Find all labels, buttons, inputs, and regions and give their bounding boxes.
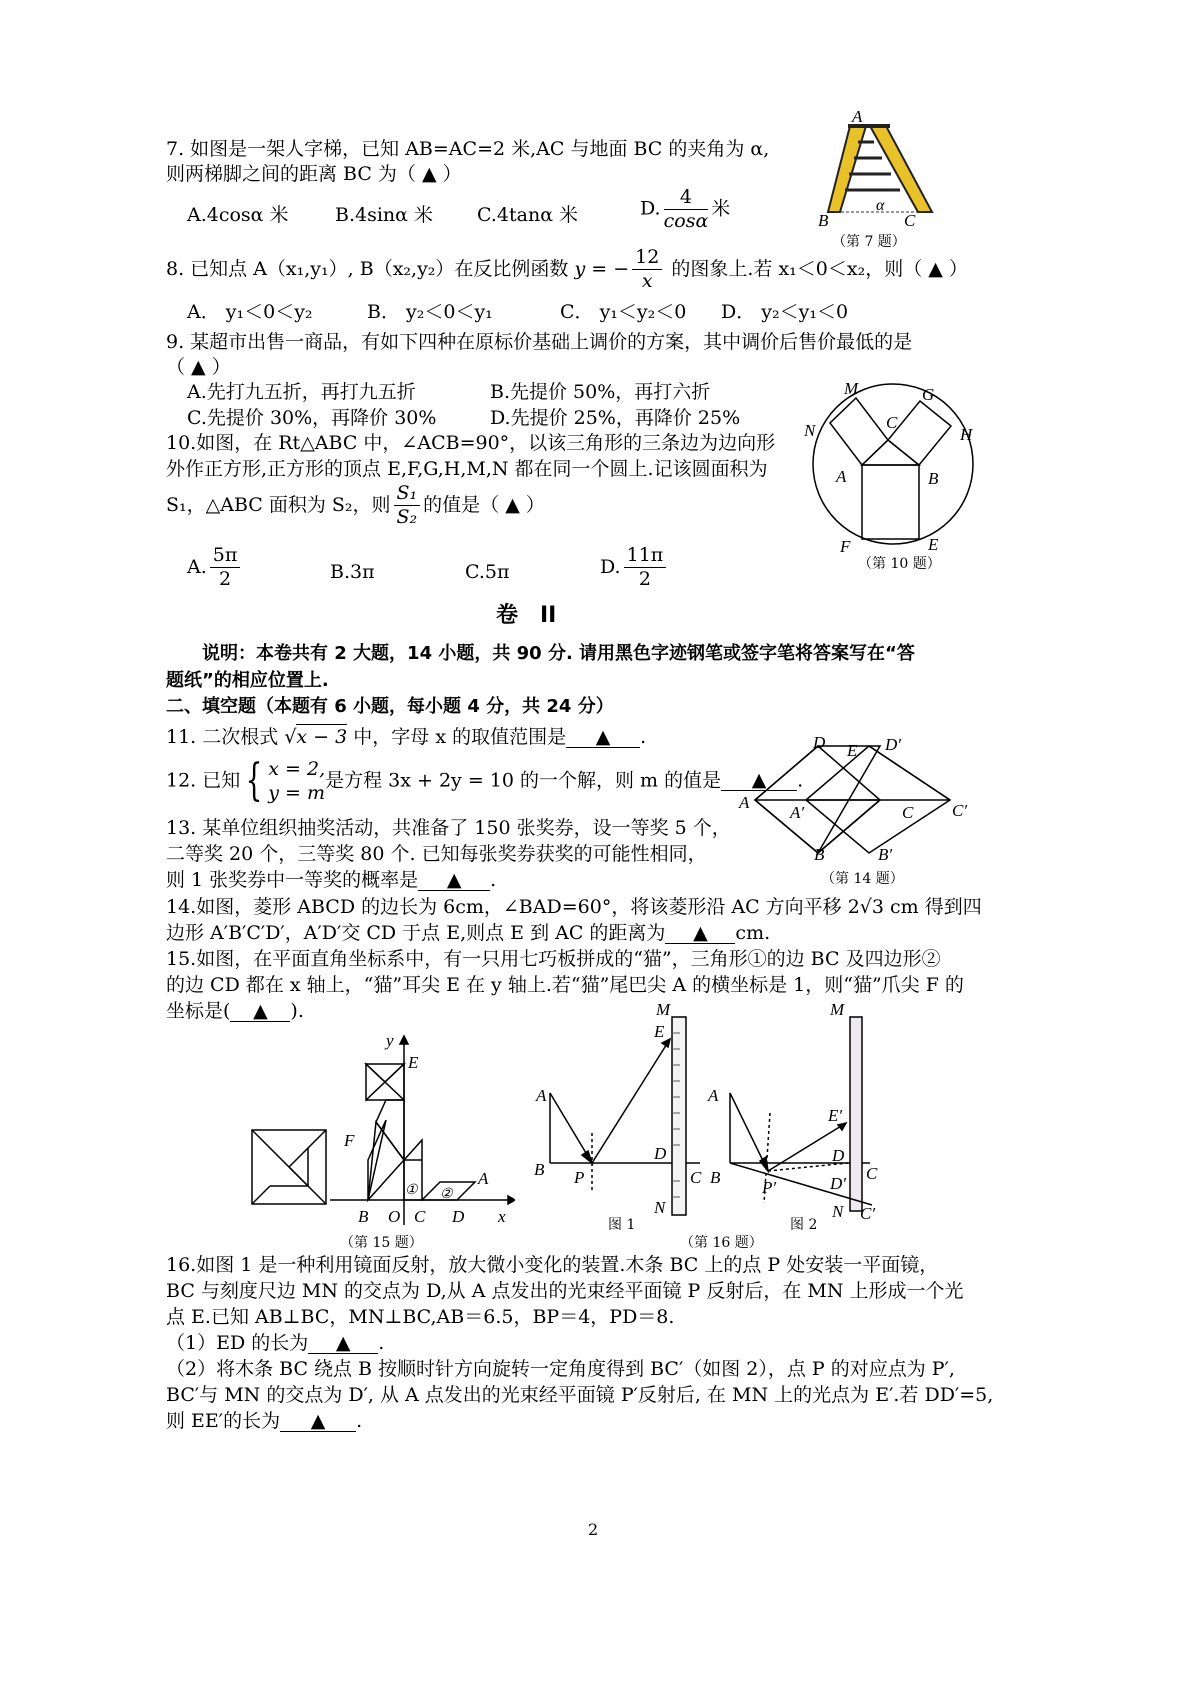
q8-den: x bbox=[641, 270, 653, 292]
q16-sub1 bbox=[166, 1334, 384, 1354]
q14-caption: （第 14 题） bbox=[821, 871, 904, 887]
q15-label-o: O bbox=[388, 1207, 401, 1226]
q16f2-label-pp: P′ bbox=[762, 1178, 777, 1197]
q15-label-a: A bbox=[478, 1169, 489, 1188]
q14-label-e: E bbox=[847, 741, 858, 760]
q14-line1: 14.如图，菱形 ABCD 的边长为 6cm，∠BAD=60°，将该菱形沿 AC 方向平移 2√3 cm 得到四 bbox=[166, 896, 982, 918]
q10-caption: （第 10 题） bbox=[858, 556, 941, 572]
q11-radicand: x − 3 bbox=[296, 726, 348, 748]
q10-option-c: C.5π bbox=[465, 561, 510, 583]
q7-label-b: B bbox=[818, 211, 829, 226]
q15-label-y: y bbox=[386, 1031, 394, 1050]
q15-line2: 的边 CD 都在 x 轴上，“猫”耳尖 E 在 y 轴上.若“猫”尾巴尖 A 的横坐标是 1，则“猫”爪尖 F 的 bbox=[166, 974, 964, 996]
q16f2-label-cp: C′ bbox=[860, 1204, 876, 1223]
q11-answer-blank[interactable]: ▲ bbox=[566, 728, 640, 748]
q16f1-label-m: M bbox=[656, 1003, 671, 1019]
q16f2-label-ep: E′ bbox=[828, 1106, 843, 1125]
q10-label-f: F bbox=[840, 537, 851, 556]
q10-circle-figure bbox=[800, 378, 990, 558]
q10-label-c: C bbox=[886, 413, 898, 432]
q12-answer-blank[interactable]: ▲ bbox=[721, 771, 797, 791]
q7-option-c: C.4tanα 米 bbox=[477, 204, 579, 226]
q8-option-b: B． y₂＜0＜y₁ bbox=[367, 301, 493, 323]
q10-line3 bbox=[166, 484, 545, 527]
q7-option-a: A.4cosα 米 bbox=[187, 204, 289, 226]
q14-line2-text: 边形 A′B′C′D′，A′D′交 CD 于点 E,则点 E 到 AC 的距离为 bbox=[166, 922, 666, 944]
q16-fig1-label: 图 1 bbox=[608, 1217, 636, 1233]
q7-d-unit: 米 bbox=[711, 197, 731, 220]
q15-label-f: F bbox=[344, 1131, 355, 1150]
q16f1-label-a: A bbox=[536, 1086, 547, 1105]
q16-sub2-blank[interactable]: ▲ bbox=[280, 1412, 356, 1432]
part2-title: 卷 II bbox=[496, 603, 557, 628]
q13-line1: 13. 某单位组织抽奖活动，共准备了 150 张奖券，设一等奖 5 个， bbox=[166, 817, 731, 839]
q10-d-num: 11π bbox=[624, 546, 667, 568]
q16-sub1-end: . bbox=[378, 1332, 385, 1354]
q13-line3-text: 则 1 张奖券中一等奖的概率是 bbox=[166, 869, 419, 891]
q8-stem bbox=[166, 248, 968, 291]
q11: 11. 二次根式 √x − 3 中，字母 x 的取值范围是 ▲ . bbox=[166, 726, 647, 748]
q14-label-c: C bbox=[902, 803, 914, 822]
part2-note-line2: 题纸”的相应位置上. bbox=[166, 670, 329, 691]
q16f1-label-p: P bbox=[574, 1168, 585, 1187]
q7-label-a: A bbox=[852, 107, 863, 126]
q12-eq1: x = 2, bbox=[268, 758, 326, 780]
q10-a-num: 5π bbox=[210, 546, 241, 568]
q8-y: y = − bbox=[574, 258, 630, 280]
q16-figure-2 bbox=[700, 1003, 885, 1223]
q15-answer-blank[interactable]: ▲ bbox=[230, 1002, 290, 1022]
q15-label-circle2: ② bbox=[440, 1187, 453, 1202]
q15-close: ). bbox=[290, 1000, 304, 1022]
q10-label-b: B bbox=[928, 469, 939, 488]
part2-note-line1: 说明：本卷共有 2 大题，14 小题，共 90 分. 请用黑色字迹钢笔或签字笔将答案写在“答 bbox=[202, 643, 915, 664]
q15-line3 bbox=[166, 1002, 304, 1022]
q14-unit: cm. bbox=[735, 922, 771, 944]
q7-d-den: cosα bbox=[663, 210, 709, 232]
q14-label-d: D bbox=[813, 733, 826, 752]
q16f1-label-c: C bbox=[690, 1168, 702, 1187]
q16f2-label-b: B bbox=[710, 1168, 721, 1187]
q14-label-cp: C′ bbox=[952, 801, 968, 820]
q16-sub2-end: . bbox=[356, 1410, 363, 1432]
q15-label-d: D bbox=[452, 1207, 465, 1226]
q16-sub1-text: （1）ED 的长为 bbox=[166, 1332, 309, 1354]
q10-a-fraction bbox=[210, 546, 241, 589]
q9-option-d: D.先提价 25%，再降价 25% bbox=[490, 407, 741, 429]
q16f2-label-m: M bbox=[830, 1003, 845, 1019]
q15-line3-text: 坐标是( bbox=[166, 1000, 231, 1022]
q16-line3: 点 E.已知 AB⊥BC，MN⊥BC,AB＝6.5，BP＝4，PD＝8. bbox=[166, 1306, 675, 1328]
q15-label-b: B bbox=[358, 1207, 369, 1226]
q9-option-c: C.先提价 30%，再降价 30% bbox=[187, 407, 437, 429]
q16-sub2-line2: BC′与 MN 的交点为 D′, 从 A 点发出的光束经平面镜 P′反射后, 在 MN 上的光点为 E′.若 DD′=5, bbox=[166, 1384, 994, 1406]
q8-fraction bbox=[632, 248, 662, 291]
q15-caption: （第 15 题） bbox=[340, 1235, 423, 1251]
q7-label-alpha: α bbox=[876, 197, 885, 214]
q7-caption: （第 7 题） bbox=[832, 234, 906, 250]
q10-num: S₁ bbox=[394, 484, 421, 506]
q10-line1: 10.如图，在 Rt△ABC 中，∠ACB=90°，以该三角形的三条边为边向形 bbox=[166, 432, 776, 454]
q14-rhombus-figure bbox=[738, 732, 978, 864]
q7-line1: 7. 如图是一架人字梯，已知 AB=AC=2 米,AC 与地面 BC 的夹角为 α, bbox=[166, 138, 770, 160]
q7-d-num: 4 bbox=[664, 188, 709, 210]
q14-label-dp: D′ bbox=[885, 735, 901, 754]
q14-label-a: A bbox=[739, 793, 750, 812]
q9-line1: 9. 某超市出售一商品，有如下四种在原标价基础上调价的方案，其中调价后售价最低的是 bbox=[166, 331, 913, 353]
q16f1-label-b: B bbox=[534, 1160, 545, 1179]
q15-tangram-square bbox=[250, 1128, 330, 1208]
q16f1-label-d: D bbox=[654, 1144, 667, 1163]
q8-option-a: A． y₁＜0＜y₂ bbox=[187, 301, 313, 323]
q8-post: 的图象上.若 x₁＜0＜x₂，则（ ▲ ） bbox=[671, 258, 968, 280]
q16-line1: 16.如图 1 是一种利用镜面反射，放大微小变化的装置.木条 BC 上的点 P 处安装一平面镜， bbox=[166, 1254, 939, 1276]
q16f1-label-n: N bbox=[654, 1198, 666, 1217]
q14-label-bp: B′ bbox=[878, 845, 893, 864]
q13-answer-blank[interactable]: ▲ bbox=[418, 871, 490, 891]
q14-answer-blank[interactable]: ▲ bbox=[665, 924, 735, 944]
q13-line2: 二等奖 20 个，三等奖 80 个. 已知每张奖券获奖的可能性相同， bbox=[166, 843, 707, 865]
q10-label-h: H bbox=[960, 425, 973, 444]
q10-d-den: 2 bbox=[638, 568, 651, 590]
q10-line2: 外作正方形,正方形的顶点 E,F,G,H,M,N 都在同一个圆上.记该圆面积为 bbox=[166, 458, 768, 480]
q12-pre: 12. 已知 bbox=[166, 769, 241, 792]
radical: √x − 3 bbox=[284, 726, 348, 748]
q9-option-b: B.先提价 50%，再打六折 bbox=[490, 381, 711, 403]
q12: 12. 已知 { x = 2, y = m 是方程 3x + 2y = 10 的一个解，则 m 的值是 ▲ . bbox=[166, 755, 804, 806]
q7-option-b: B.4sinα 米 bbox=[335, 204, 434, 226]
q12-system bbox=[268, 757, 325, 805]
q16f2-label-d: D bbox=[832, 1146, 845, 1165]
q9-line2: （ ▲ ） bbox=[166, 356, 231, 378]
q10-fraction bbox=[394, 484, 421, 527]
q10-option-a bbox=[187, 546, 243, 589]
q16-figure-1 bbox=[530, 1003, 710, 1218]
q7-d-fraction bbox=[664, 188, 709, 231]
q13-line3: 则 1 张奖券中一等奖的概率是 ▲ . bbox=[166, 869, 497, 891]
q16-fig2-label: 图 2 bbox=[790, 1217, 818, 1233]
q16-sub2-line3 bbox=[166, 1412, 362, 1432]
q14-line2 bbox=[166, 924, 770, 944]
q7-d-prefix: D. bbox=[640, 197, 661, 220]
q11-post: 中，字母 x 的取值范围是 bbox=[353, 726, 567, 748]
q16-sub1-blank[interactable]: ▲ bbox=[308, 1334, 378, 1354]
q8-pre: 8. 已知点 A（x₁,y₁）, B（x₂,y₂）在反比例函数 bbox=[166, 258, 569, 280]
q15-label-x: x bbox=[498, 1207, 506, 1226]
q16-sub2-text: 则 EE′的长为 bbox=[166, 1410, 281, 1432]
q7-label-c: C bbox=[904, 211, 916, 226]
q8-option-c: C． y₁＜y₂＜0 bbox=[560, 301, 687, 323]
q10-den: S₂ bbox=[396, 506, 418, 528]
q16-line2: BC 与刻度尺边 MN 的交点为 D,从 A 点发出的光束经平面镜 P 反射后，在 MN 上形成一个光 bbox=[166, 1280, 964, 1302]
q16f1-label-e: E bbox=[654, 1022, 665, 1041]
q8-option-d: D． y₂＜y₁＜0 bbox=[721, 301, 849, 323]
q16f2-label-a: A bbox=[708, 1086, 719, 1105]
q9-option-a: A.先打九五折，再打九五折 bbox=[187, 381, 416, 403]
q15-label-c: C bbox=[414, 1207, 426, 1226]
q11-pre: 11. 二次根式 bbox=[166, 726, 279, 748]
q10-d-prefix: D. bbox=[600, 556, 621, 578]
q7-line2: 则两梯脚之间的距离 BC 为（ ▲ ） bbox=[166, 163, 462, 185]
q10-line3-post: 的值是（ ▲ ） bbox=[423, 494, 545, 516]
q16-caption: （第 16 题） bbox=[680, 1235, 763, 1251]
q15-label-e: E bbox=[408, 1053, 419, 1072]
q14-label-b: B bbox=[814, 845, 825, 864]
q10-a-den: 2 bbox=[219, 568, 232, 590]
section-heading: 二、填空题（本题有 6 小题，每小题 4 分，共 24 分） bbox=[166, 696, 614, 717]
q16f2-label-dp: D′ bbox=[830, 1174, 846, 1193]
q10-label-a: A bbox=[836, 467, 847, 486]
q7-ladder-figure bbox=[812, 106, 942, 226]
q15-cat-figure bbox=[330, 1030, 515, 1230]
q16f2-label-n: N bbox=[832, 1202, 844, 1221]
q10-option-d bbox=[600, 546, 669, 589]
q10-label-g: G bbox=[922, 385, 935, 404]
q12-system-brace: { bbox=[245, 755, 263, 806]
q10-d-fraction bbox=[624, 546, 667, 589]
q12-mid: 是方程 3x + 2y = 10 的一个解，则 m 的值是 bbox=[325, 769, 722, 792]
q14-label-ap: A′ bbox=[790, 803, 805, 822]
q16-sub2-line1: （2）将木条 BC 绕点 B 按顺时针方向旋转一定角度得到 BC′（如图 2），点 P 的对应点为 P′, bbox=[166, 1358, 955, 1380]
q15-line1: 15.如图，在平面直角坐标系中，有一只用七巧板拼成的“猫”，三角形①的边 BC 及四边形② bbox=[166, 948, 941, 970]
q10-a-prefix: A. bbox=[187, 556, 207, 578]
q16f2-label-c: C bbox=[866, 1164, 878, 1183]
q7-option-d bbox=[640, 188, 730, 231]
q10-line3-pre: S₁，△ABC 面积为 S₂，则 bbox=[166, 494, 391, 516]
q10-label-e: E bbox=[928, 535, 939, 554]
q10-label-m: M bbox=[844, 379, 859, 398]
page-number: 2 bbox=[588, 1520, 599, 1539]
q10-option-b: B.3π bbox=[330, 561, 375, 583]
q8-num: 12 bbox=[632, 248, 662, 270]
q15-label-circle1: ① bbox=[405, 1183, 418, 1198]
q12-eq2: y = m bbox=[268, 782, 326, 804]
q10-label-n: N bbox=[804, 421, 816, 440]
